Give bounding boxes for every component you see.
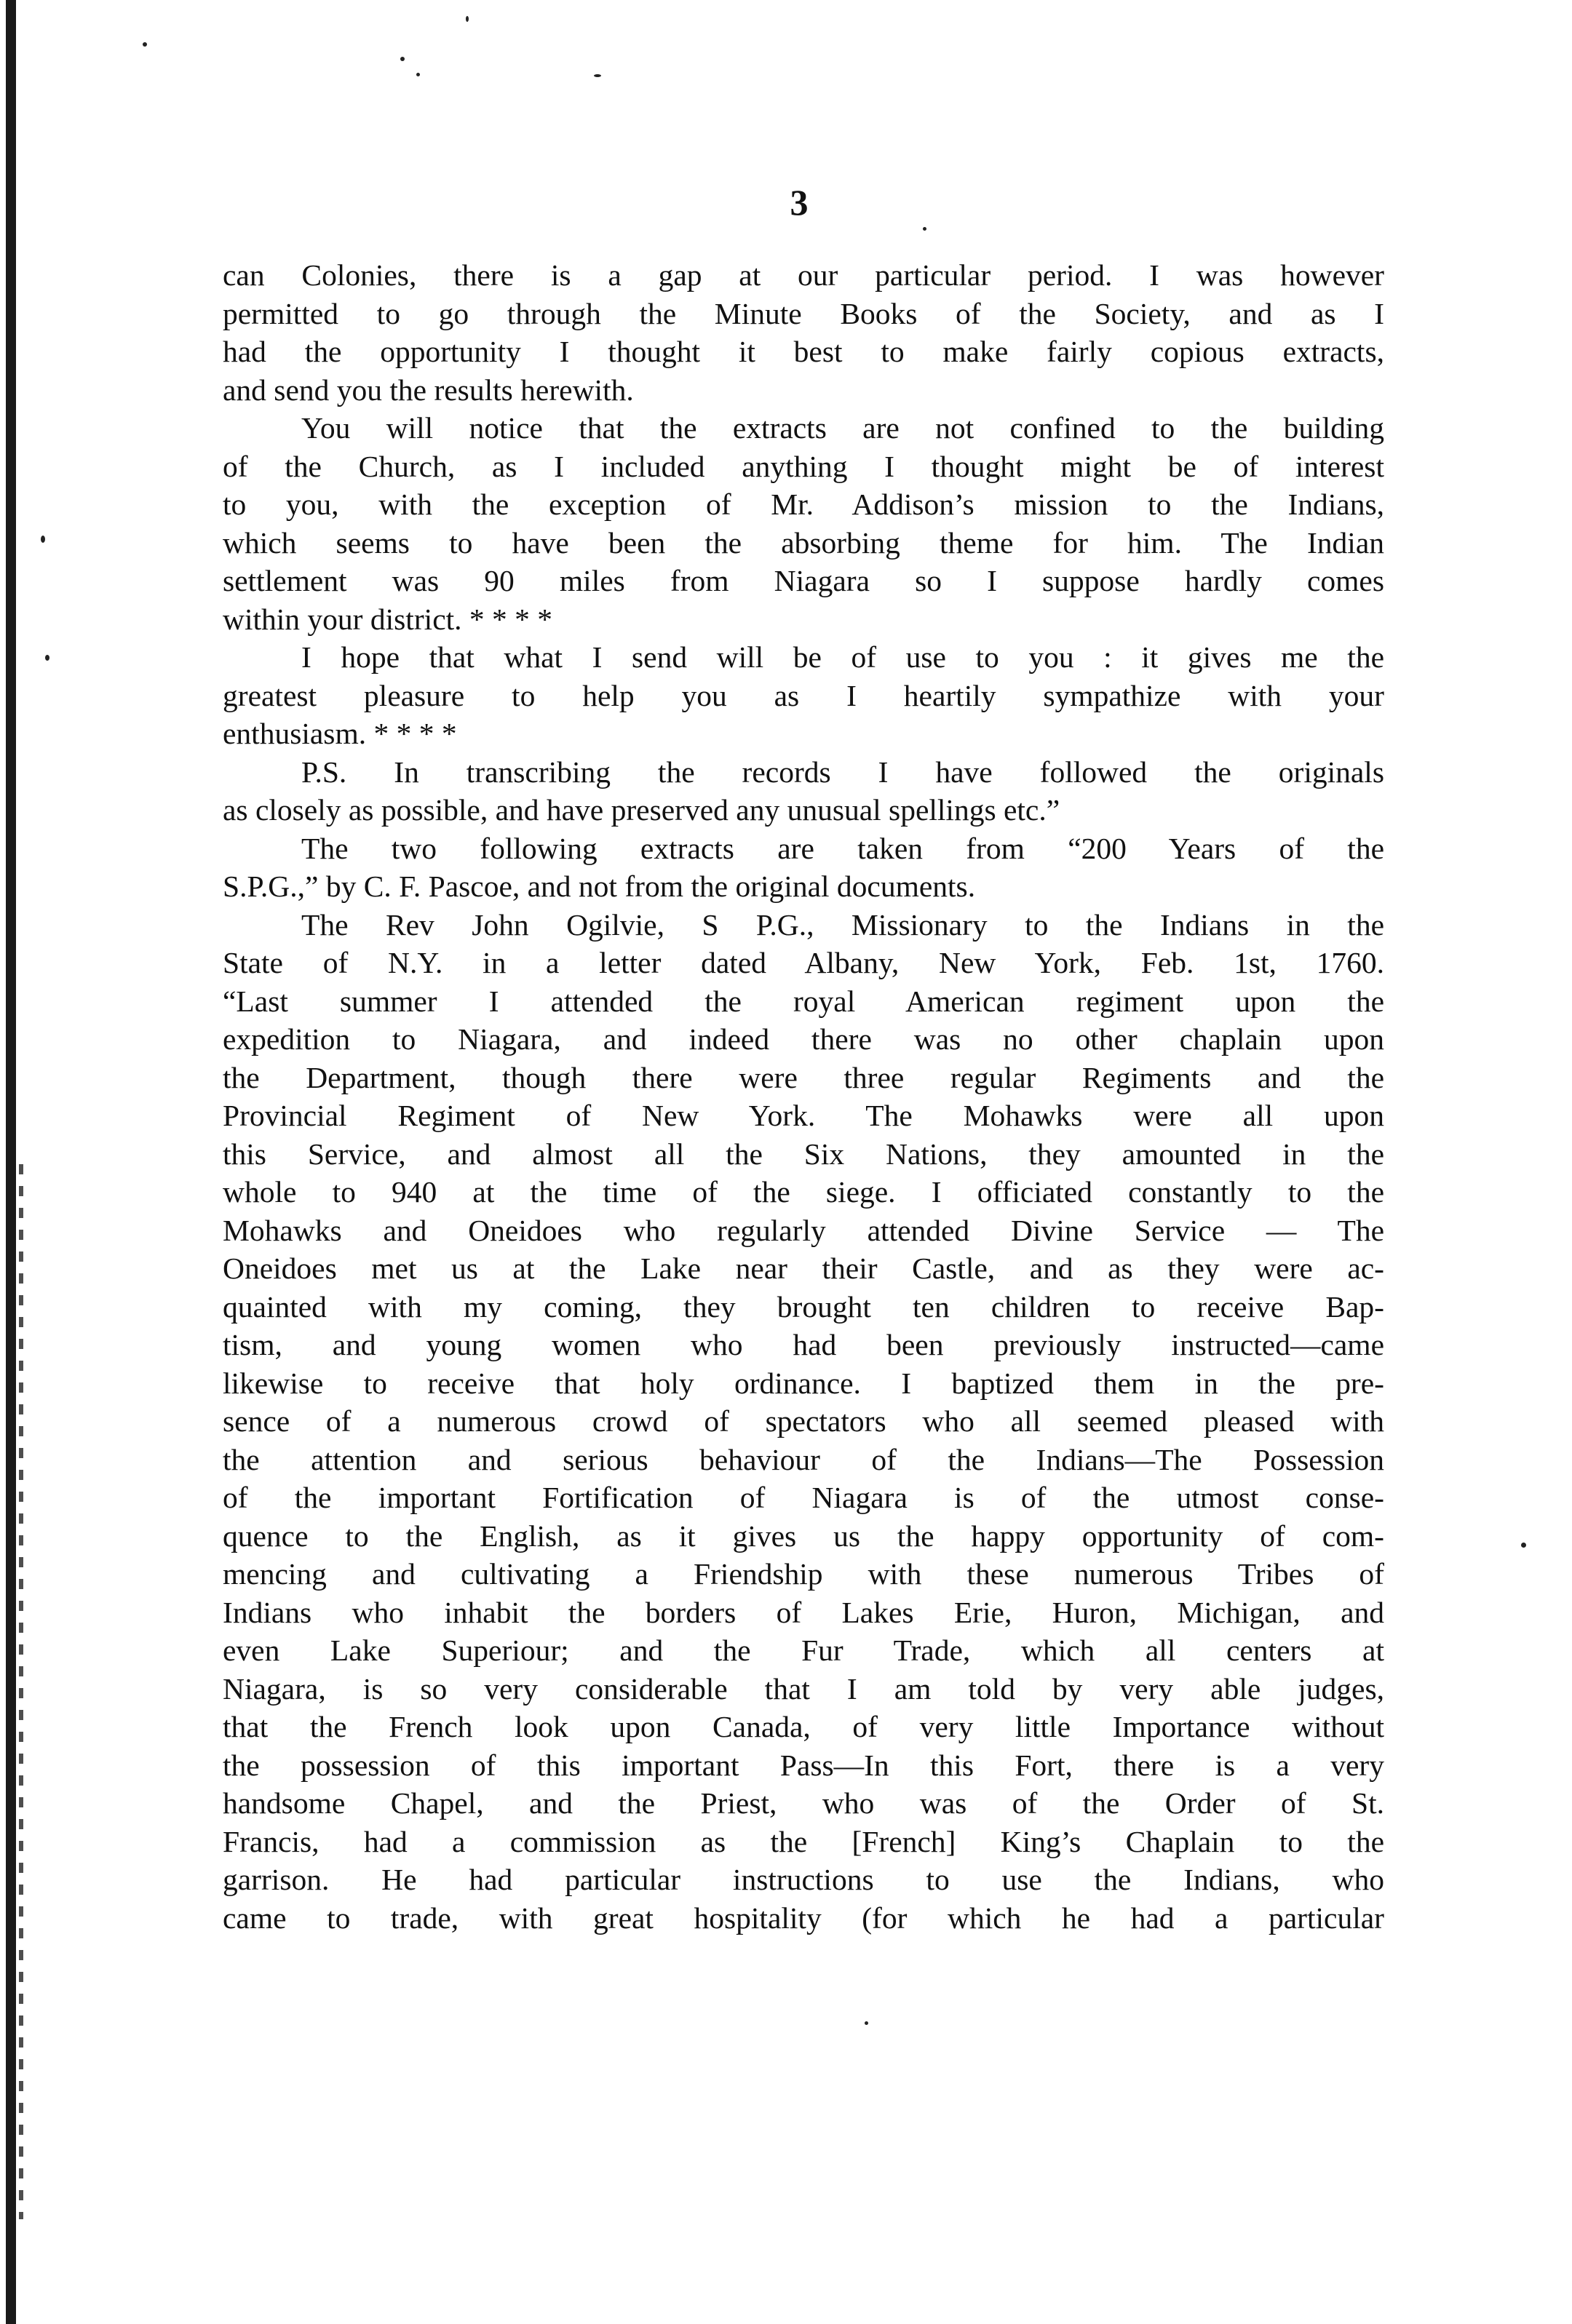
text-line: had the opportunity I thought it best to make fairly copious extracts,	[223, 335, 1384, 368]
text-line: expedition to Niagara, and indeed there was no other chaplain upon	[223, 1022, 1384, 1056]
text-line: the attention and serious behaviour of the Indians—The Possession	[223, 1442, 1384, 1476]
text-line: settlement was 90 miles from Niagara so I suppose hardly comes	[223, 564, 1384, 597]
text-line: “Last summer I attended the royal American regiment upon the	[223, 984, 1384, 1018]
body-text	[223, 256, 1384, 1937]
text-line: as closely as possible, and have preserved any unusual spellings etc.”	[223, 793, 1060, 827]
text-line: Niagara, is so very considerable that I am told by very able judges,	[223, 1671, 1384, 1706]
scan-speck	[594, 74, 601, 77]
text-line: can Colonies, there is a gap at our particular period. I was however	[223, 258, 1384, 292]
text-line: whole to 940 at the time of the siege. I officiated constantly to the	[223, 1175, 1384, 1209]
text-line: the possession of this important Pass—In this Fort, there is a very	[223, 1748, 1384, 1782]
text-line: Francis, had a commission as the [French] King’s Chaplain to the	[223, 1824, 1384, 1858]
text-line: Provincial Regiment of New York. The Mohawks were all upon	[223, 1099, 1384, 1132]
text-line: sence of a numerous crowd of spectators who all seemed pleased with	[223, 1404, 1384, 1438]
text-line: Oneidoes met us at the Lake near their Castle, and as they were ac-	[223, 1251, 1384, 1285]
text-line: the Department, though there were three regular Regiments and the	[223, 1060, 1384, 1094]
text-line: of the Church, as I included anything I thought might be of interest	[223, 449, 1384, 483]
scan-speck	[865, 2021, 868, 2025]
scan-speck	[143, 42, 147, 47]
text-line: S.P.G.,” by C. F. Pascoe, and not from the original documents.	[223, 869, 976, 903]
text-line: handsome Chapel, and the Priest, who was of the Order of St.	[223, 1786, 1384, 1820]
text-line: and send you the results herewith.	[223, 373, 634, 407]
text-line: even Lake Superiour; and the Fur Trade, which all centers at	[223, 1633, 1384, 1667]
text-line: likewise to receive that holy ordinance. I baptized them in the pre-	[223, 1366, 1384, 1400]
text-line: P.S. In transcribing the records I have followed the originals	[301, 755, 1384, 789]
text-line: that the French look upon Canada, of very little Importance without	[223, 1710, 1384, 1743]
text-line: State of N.Y. in a letter dated Albany, New York, Feb. 1st, 1760.	[223, 946, 1384, 979]
text-line: Mohawks and Oneidoes who regularly attended Divine Service — The	[223, 1213, 1384, 1247]
text-line: enthusiasm. * * * *	[223, 717, 457, 750]
text-line: quainted with my coming, they brought ten children to receive Bap-	[223, 1289, 1384, 1324]
scan-speck	[1521, 1543, 1526, 1548]
scan-speck	[466, 16, 469, 22]
text-line: garrison. He had particular instructions to use the Indians, who	[223, 1863, 1384, 1896]
text-line: Indians who inhabit the borders of Lakes Erie, Huron, Michigan, and	[223, 1595, 1384, 1629]
text-line: tism, and young women who had been previously instructed—came	[223, 1328, 1384, 1361]
scan-speck	[400, 57, 405, 61]
text-line: came to trade, with great hospitality (for which he had a particular	[223, 1901, 1384, 1935]
page-number: 3	[790, 182, 809, 223]
scan-speck	[416, 73, 420, 76]
binding-edge	[6, 0, 16, 2324]
binding-edge-marks	[19, 1164, 23, 2219]
text-line: The Rev John Ogilvie, S P.G., Missionary to the Indians in the	[301, 907, 1384, 942]
text-line: this Service, and almost all the Six Nations, they amounted in the	[223, 1137, 1384, 1171]
text-line: of the important Fortification of Niagara is of the utmost conse-	[223, 1481, 1384, 1514]
text-line: You will notice that the extracts are not confined to the building	[301, 411, 1384, 445]
text-line: The two following extracts are taken from “200 Years of the	[301, 831, 1384, 865]
text-line: to you, with the exception of Mr. Addison’s mission to the Indians,	[223, 488, 1384, 521]
text-line: greatest pleasure to help you as I heartily sympathize with your	[223, 678, 1384, 712]
text-line: which seems to have been the absorbing theme for him. The Indian	[223, 525, 1384, 560]
text-line: I hope that what I send will be of use to you : it gives me the	[301, 640, 1384, 674]
text-line: mencing and cultivating a Friendship with these numerous Tribes of	[223, 1557, 1384, 1591]
text-line: within your district. * * * *	[223, 602, 553, 636]
text-line: quence to the English, as it gives us the happy opportunity of com-	[223, 1519, 1384, 1553]
scan-speck	[45, 655, 49, 661]
scan-speck	[41, 536, 45, 543]
text-line: permitted to go through the Minute Books of the Society, and as I	[223, 296, 1384, 330]
scan-speck	[923, 227, 926, 231]
